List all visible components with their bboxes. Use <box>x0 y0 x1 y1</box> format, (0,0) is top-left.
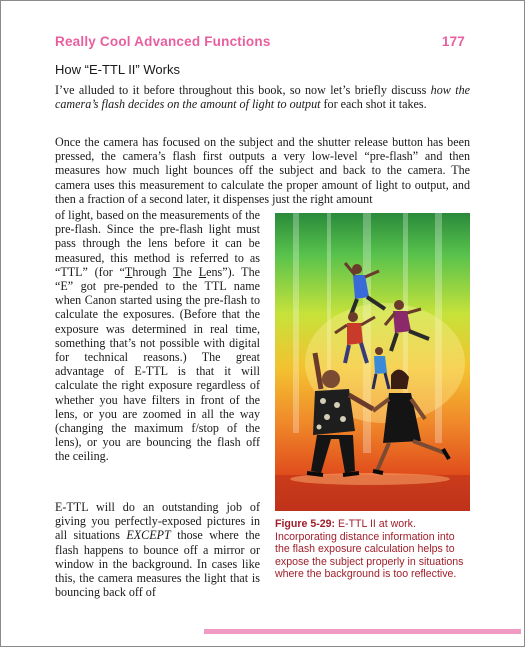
figure-label: Figure 5-29: <box>275 518 336 530</box>
paragraph-exception: E-TTL will do an outstanding job of giving you perfectly-exposed pictures in all situations EXCEPT those where the flash happens to bounce off a mirror or window in the background. In cases like this, the camera measures the light that is bouncing back off of <box>55 500 260 600</box>
emphasis-except: EXCEPT <box>126 528 171 543</box>
paragraph-intro: I’ve alluded to it before throughout this book, so now let’s briefly discuss how the camera’s flash decides on the amount of light to output for each shot it takes. <box>55 83 470 112</box>
paragraph-preflash: Once the camera has focused on the subject and the shutter release button has been pressed, the camera’s flash first outputs a very low-level “pre-flash” and then measures how much light bounces off the subject and back to the camera. The camera uses this measurement to calculate the proper amount of light to output, and then a fraction of a second later, it dispenses just the right amount <box>55 135 470 206</box>
footer-bar <box>204 629 521 634</box>
chapter-title: Really Cool Advanced Functions <box>55 34 271 49</box>
figure-photo <box>275 213 470 511</box>
page-number: 177 <box>441 34 465 49</box>
section-title: How “E-TTL II” Works <box>55 62 180 77</box>
running-header <box>55 34 465 49</box>
paragraph-ttl: of light, based on the measurements of the pre-flash. Since the pre-flash light must pass through the lens before it can be measured, this method is referred to as “TTL” (for “Through The Lens”). The “E” got pre-pended to the TTL name when Canon started using the pre-flash to calculate the exposures. (Before that the exposure was determined in real time, something that’s not possible with digital for technical reasons.) The great advantage of E-TTL is that it will calculate the right exposure regardless of whether you have filters in front of the lens, or you are zoomed in all the way (changing the maximum f/stop of the lens), or you are bouncing the flash off the ceiling. <box>55 208 260 464</box>
emphasis-text: how the camera’s flash decides on the amount of light to output <box>55 83 470 112</box>
figure-caption: Figure 5-29: E-TTL II at work. Incorporating distance information into the flash exposure calculation helps to expose the subject properly in situations where the background is too reflective. <box>275 518 464 581</box>
